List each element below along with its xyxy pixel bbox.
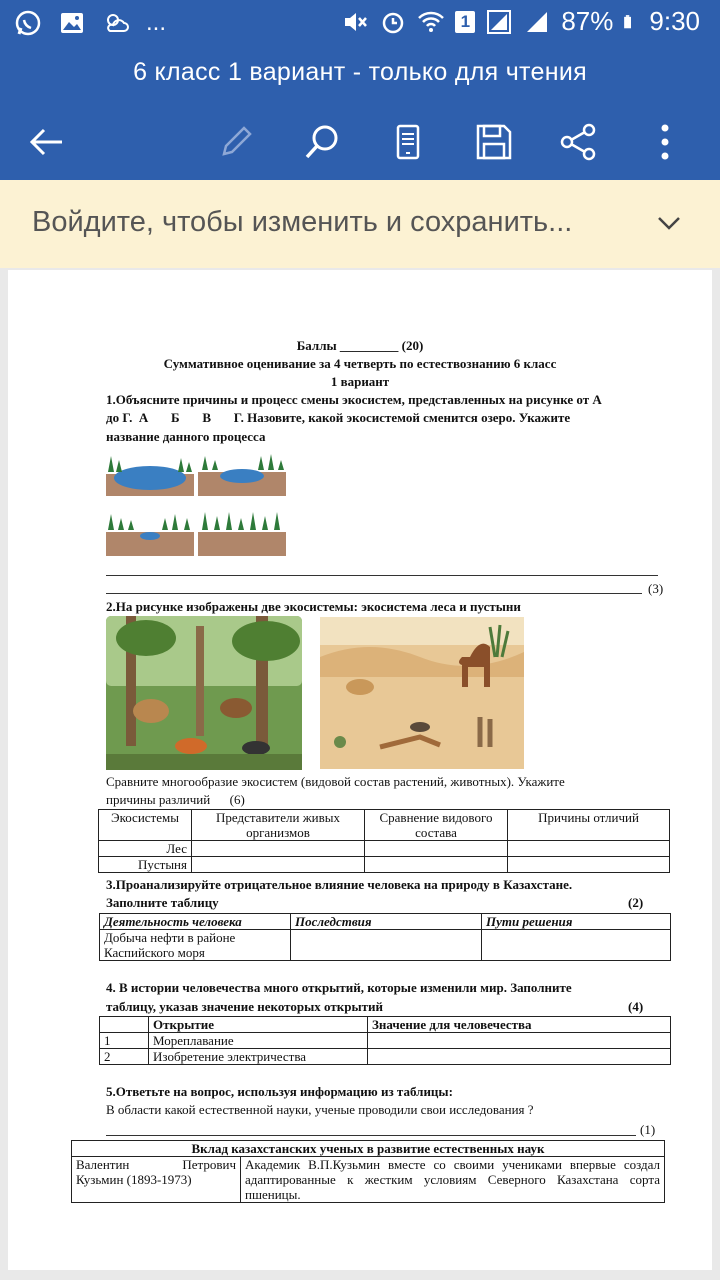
t1-cell[interactable] — [192, 841, 365, 857]
battery-percent: 87% — [561, 6, 614, 36]
t2-cell[interactable] — [291, 930, 482, 961]
t1-header-organisms: Представители живых организмов — [192, 810, 365, 841]
mobile-view-icon — [388, 122, 428, 162]
back-arrow-icon — [26, 122, 66, 162]
signal-2-icon — [523, 8, 551, 36]
sign-in-banner[interactable] — [0, 180, 720, 268]
lake-stage-d-image — [198, 506, 286, 556]
mute-icon — [341, 8, 369, 36]
share-icon — [559, 122, 599, 162]
forest-ecosystem-image — [106, 616, 302, 770]
t4-scientist-name: Валентин Петрович Кузьмин (1893-1973) — [72, 1157, 241, 1203]
score-line: Баллы _________ (20) — [296, 338, 424, 353]
t2-header-solutions: Пути решения — [482, 914, 671, 930]
desert-ecosystem-image — [320, 617, 524, 769]
document-page[interactable] — [8, 270, 712, 1270]
signal-icon — [485, 8, 513, 36]
t1-cell[interactable] — [508, 857, 670, 873]
q2-title: 2.На рисунке изображены две экосистемы: экосистема леса и пустыни — [106, 599, 521, 614]
status-bar — [0, 0, 720, 50]
ecosystems-table — [98, 809, 670, 873]
q4-points: (4) — [628, 999, 644, 1014]
t1-cell[interactable] — [365, 841, 508, 857]
q4-line1: 4. В истории человечества много открытий, которые изменили мир. Заполните — [106, 980, 572, 995]
q5-text: В области какой естественной науки, ученые проводили свои исследования ? — [106, 1102, 534, 1117]
q5-points: (1) — [640, 1122, 656, 1137]
q3-points: (2) — [628, 895, 644, 910]
scientists-table — [71, 1140, 665, 1203]
t3-header-num — [100, 1017, 149, 1033]
q2-text-1: Сравните многообразие экосистем (видовой состав растений, животных). Укажите — [106, 774, 565, 789]
t4-scientist-text: Академик В.П.Кузьмин вместе со своими учениками впервые создал адаптированные к жестким условиям Северного Казахстана сорта пшеницы. — [241, 1157, 665, 1203]
t3-row-name: Мореплавание — [149, 1033, 368, 1049]
t1-header-ecosystems: Экосистемы — [99, 810, 192, 841]
t3-row-num: 1 — [100, 1033, 149, 1049]
pencil-icon — [216, 122, 256, 162]
t1-header-comparison: Сравнение видового состава — [365, 810, 508, 841]
t2-header-consequences: Последствия — [291, 914, 482, 930]
q5-title: 5.Ответьте на вопрос, используя информацию из таблицы: — [106, 1084, 453, 1099]
whatsapp-icon — [14, 9, 42, 37]
more-options-button[interactable] — [643, 120, 687, 164]
lake-stage-b-image — [198, 446, 286, 496]
table-row — [100, 1049, 671, 1065]
kebab-menu-icon — [645, 122, 685, 162]
weather-icon — [102, 9, 130, 37]
alarm-icon — [379, 8, 407, 36]
q1-line1: 1.Объясните причины и процесс смены экосистем, представленных на рисунке от А — [106, 392, 602, 407]
t2-header-activity: Деятельность человека — [100, 914, 291, 930]
t1-header-reasons: Причины отличий — [508, 810, 670, 841]
q1-line2: до Г. А Б В Г. Назовите, какой экосистемой сменится озеро. Укажите — [106, 410, 571, 425]
sign-in-text: Войдите, чтобы изменить и сохранить... — [32, 206, 573, 238]
battery-icon — [623, 8, 639, 36]
t1-cell[interactable] — [365, 857, 508, 873]
lake-stage-c-image — [106, 506, 194, 556]
doc-variant: 1 вариант — [330, 374, 390, 389]
t4-title: Вклад казахстанских ученых в развитие естественных наук — [72, 1141, 665, 1157]
t3-header-meaning: Значение для человечества — [368, 1017, 671, 1033]
table-row — [100, 1033, 671, 1049]
edit-button[interactable] — [214, 120, 258, 164]
table-row — [72, 1157, 665, 1203]
share-button[interactable] — [557, 120, 601, 164]
q5-answer-line[interactable] — [106, 1135, 636, 1136]
back-button[interactable] — [24, 120, 68, 164]
t3-row-name: Изобретение электричества — [149, 1049, 368, 1065]
t2-row-activity: Добыча нефти в районе Каспийского моря — [100, 930, 291, 961]
table-row — [99, 857, 670, 873]
answer-line-2[interactable] — [106, 593, 642, 594]
table-row — [99, 841, 670, 857]
sim-badge: 1 — [455, 11, 475, 33]
q4-line2: таблицу, указав значение некоторых открытий — [106, 999, 383, 1014]
toolbar — [0, 120, 720, 164]
t3-cell[interactable] — [368, 1033, 671, 1049]
lake-succession-images — [106, 446, 288, 558]
wifi-icon — [417, 8, 445, 36]
q3-line1: 3.Проанализируйте отрицательное влияние человека на природу в Казахстане. — [106, 877, 573, 892]
gallery-icon — [58, 9, 86, 37]
more-notifications: ... — [146, 9, 167, 36]
q1-points: (3) — [648, 581, 664, 596]
answer-line-1[interactable] — [106, 575, 658, 576]
t3-cell[interactable] — [368, 1049, 671, 1065]
chevron-down-icon[interactable] — [656, 210, 682, 236]
t1-row-desert: Пустыня — [99, 857, 192, 873]
search-button[interactable] — [300, 120, 344, 164]
save-icon — [474, 122, 514, 162]
clock: 9:30 — [649, 6, 700, 36]
t1-row-forest: Лес — [99, 841, 192, 857]
app-header — [0, 50, 720, 180]
search-icon — [302, 122, 342, 162]
q2-text-2: причины различий (6) — [106, 792, 245, 807]
human-impact-table — [99, 913, 671, 961]
t3-row-num: 2 — [100, 1049, 149, 1065]
document-title: 6 класс 1 вариант - только для чтения — [133, 58, 587, 86]
t1-cell[interactable] — [508, 841, 670, 857]
reading-view-button[interactable] — [386, 120, 430, 164]
discoveries-table — [99, 1016, 671, 1065]
t3-header-discovery: Открытие — [149, 1017, 368, 1033]
document-content — [8, 270, 712, 1270]
q3-line2: Заполните таблицу — [106, 895, 219, 910]
t1-cell[interactable] — [192, 857, 365, 873]
t2-cell[interactable] — [482, 930, 671, 961]
doc-heading: Суммативное оценивание за 4 четверть по естествознанию 6 класс — [163, 356, 557, 371]
table-row — [100, 930, 671, 961]
lake-stage-a-image — [106, 446, 194, 496]
save-button[interactable] — [472, 120, 516, 164]
q1-line3: название данного процесса — [106, 429, 266, 444]
